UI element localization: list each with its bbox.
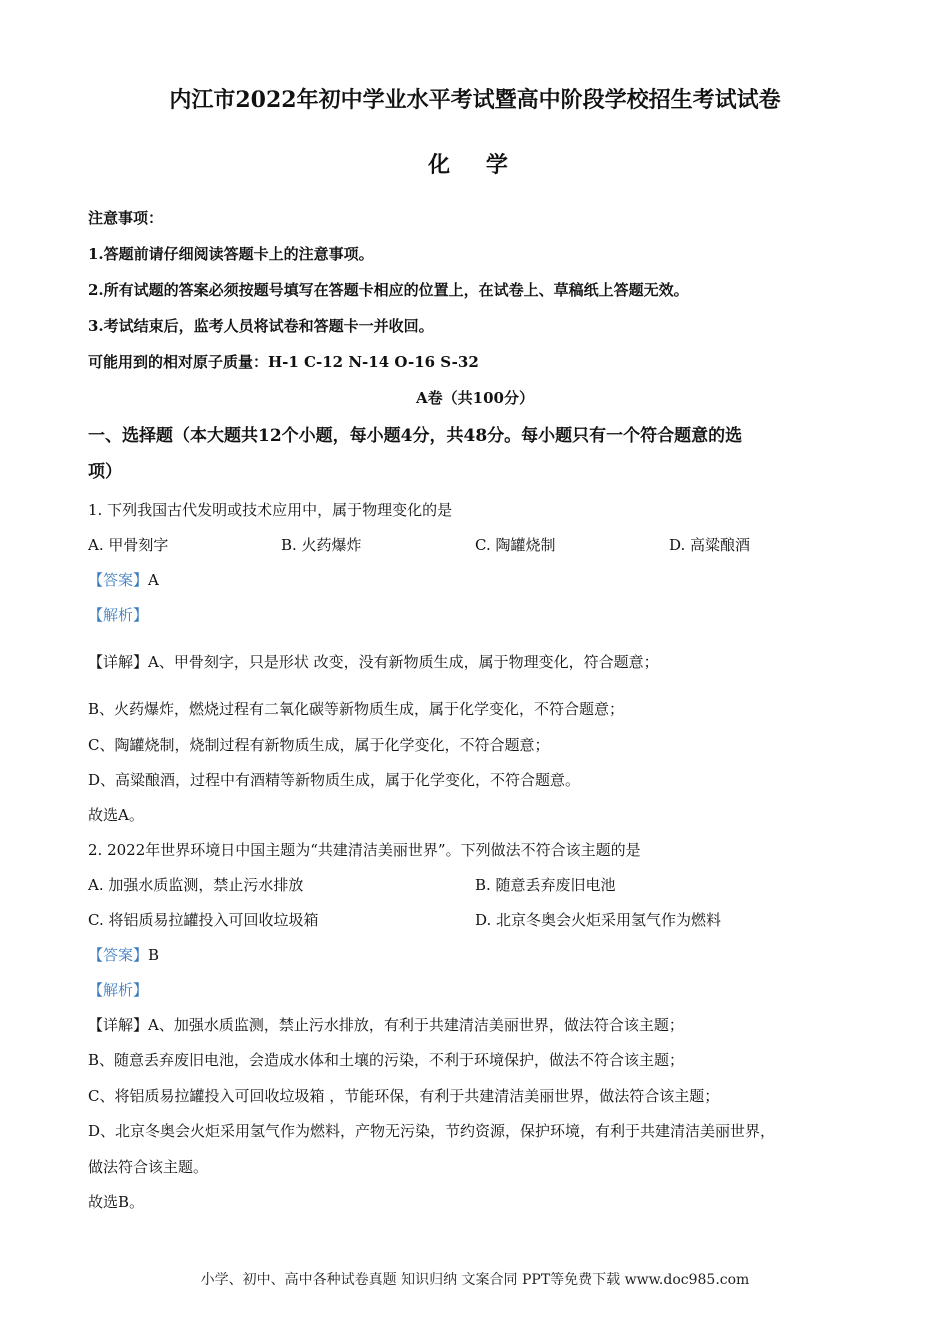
q2-option-a: A. 加强水质监测，禁止污水排放 (88, 876, 304, 894)
notice-heading: 注意事项： (88, 209, 164, 227)
q2-stem: 2. 2022年世界环境日中国主题为“共建清洁美丽世界”。下列做法不符合该主题的是 (88, 841, 641, 859)
notice-item-2: 2.所有试题的答案必须按题号填写在答题卡相应的位置上，在试卷上、草稿纸上答题无效。 (88, 281, 689, 299)
q1-option-b: B. 火药爆炸 (281, 536, 362, 554)
detail-label: 【详解】 (88, 1016, 149, 1034)
q2-option-b: B. 随意丢弃废旧电池 (475, 876, 616, 894)
q2-detail-3: C、将铝质易拉罐投入可回收垃圾箱 ，节能环保，有利于共建清洁美丽世界，做法符合该主题； (88, 1087, 720, 1105)
section-heading-line2: 项） (88, 462, 122, 482)
detail-text: A、甲骨刻字，只是形状 改变，没有新物质生成，属于物理变化，符合题意； (148, 653, 659, 671)
q1-conclusion: 故选A。 (88, 806, 144, 824)
q2-detail-1 (88, 1015, 684, 1035)
exam-title: 内江市2022年初中学业水平考试暨高中阶段学校招生考试试卷 (169, 87, 781, 113)
q2-conclusion: 故选B。 (88, 1193, 145, 1211)
q1-stem: 1. 下列我国古代发明或技术应用中，属于物理变化的是 (88, 501, 453, 519)
notice-item-1: 1.答题前请仔细阅读答题卡上的注意事项。 (88, 245, 374, 263)
q2-detail-4: D、北京冬奥会火炬采用氢气作为燃料，产物无污染，节约资源，保护环境，有利于共建清洁美丽世界， (88, 1122, 776, 1140)
detail-text: A、加强水质监测，禁止污水排放，有利于共建清洁美丽世界，做法符合该主题； (148, 1016, 684, 1034)
notice-item-3: 3.考试结束后，监考人员将试卷和答题卡一并收回。 (88, 317, 434, 335)
answer-value: A (148, 571, 159, 589)
q2-answer (88, 945, 159, 965)
q1-detail-4: D、高粱酿酒，过程中有酒精等新物质生成，属于化学变化，不符合题意。 (88, 771, 581, 789)
answer-label: 【答案】 (88, 946, 149, 964)
volume-heading: A卷（共100分） (416, 389, 534, 407)
q1-option-a: A. 甲骨刻字 (88, 536, 169, 554)
q1-option-c: C. 陶罐烧制 (475, 536, 556, 554)
atomic-mass-line: 可能用到的相对原子质量：H-1 C-12 N-14 O-16 S-32 (88, 353, 479, 371)
subject-title: 化 学 (428, 152, 522, 178)
answer-label: 【答案】 (88, 571, 149, 589)
section-heading-line1: 一、选择题（本大题共12个小题，每小题4分，共48分。每小题只有一个符合题意的选 (88, 426, 743, 446)
q1-analysis-label: 【解析】 (88, 606, 149, 624)
q2-detail-5: 做法符合该主题。 (88, 1158, 209, 1176)
q2-option-d: D. 北京冬奥会火炬采用氢气作为燃料 (475, 911, 722, 929)
q1-option-d: D. 高粱酿酒 (669, 536, 751, 554)
q1-detail-1 (88, 652, 659, 672)
q1-detail-3: C、陶罐烧制，烧制过程有新物质生成，属于化学变化，不符合题意； (88, 736, 550, 754)
q2-analysis-label: 【解析】 (88, 981, 149, 999)
q2-detail-2: B、随意丢弃废旧电池，会造成水体和土壤的污染，不利于环境保护，做法不符合该主题； (88, 1051, 685, 1069)
answer-value: B (148, 946, 160, 964)
q1-answer (88, 570, 159, 590)
detail-label: 【详解】 (88, 653, 149, 671)
q1-detail-2: B、火药爆炸，燃烧过程有二氧化碳等新物质生成，属于化学变化，不符合题意； (88, 700, 625, 718)
page-footer: 小学、初中、高中各种试卷真题 知识归纳 文案合同 PPT等免费下载 www.doc985.com (200, 1272, 750, 1288)
q2-option-c: C. 将铝质易拉罐投入可回收垃圾箱 (88, 911, 319, 929)
